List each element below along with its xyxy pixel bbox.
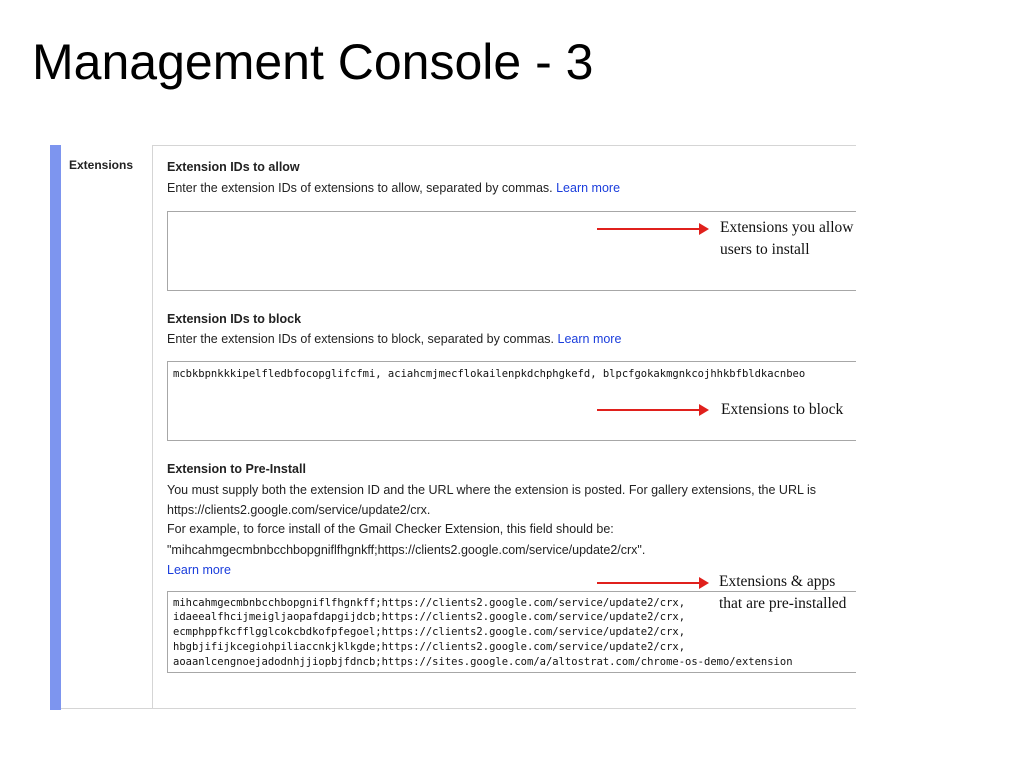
section-label: Extensions [69, 158, 134, 172]
preinstall-desc-line-2: https://clients2.google.com/service/update2/crx. [167, 503, 431, 517]
preinstall-line-1: mihcahmgecmbnbcchbopgniflfhgnkff;https://clients2.google.com/service/update2/crx, [173, 597, 686, 609]
allow-description-text: Enter the extension IDs of extensions to allow, separated by commas. [167, 181, 553, 195]
allow-callout-line-1: Extensions you allow [720, 219, 854, 236]
block-description-text: Enter the extension IDs of extensions to block, separated by commas. [167, 332, 555, 346]
block-description [167, 331, 621, 347]
preinstall-arrow-icon [597, 582, 707, 584]
block-ids-value: mcbkbpnkkkipelfledbfocopglifcfmi, aciahcmjmecflokailenpkdchphgkefd, blpcfgokakmgnkcojhhkbfbldkacnbeo [173, 368, 806, 380]
preinstall-desc-line-3: For example, to force install of the Gmail Checker Extension, this field should be: [167, 522, 614, 536]
bottom-divider [152, 708, 856, 709]
preinstall-line-3: ecmphppfkcfflgglcokcbdkofpfegoel;https://clients2.google.com/service/update2/crx, [173, 626, 686, 638]
preinstall-desc-line-1: You must supply both the extension ID and the URL where the extension is posted. For gallery extensions, the URL is [167, 483, 816, 497]
preinstall-desc-line-4: "mihcahmgecmbnbcchbopgniflfhgnkff;https://clients2.google.com/service/update2/crx". [167, 543, 646, 557]
allow-callout-line-2: users to install [720, 241, 810, 258]
allow-arrow-icon [597, 228, 707, 230]
preinstall-callout-line-1: Extensions & apps [719, 573, 836, 590]
allow-learn-more-link[interactable]: Learn more [556, 181, 621, 195]
allow-callout [720, 217, 853, 261]
block-learn-more-link[interactable]: Learn more [557, 332, 622, 346]
preinstall-line-4: hbgbjifijkcegiohpiliaccnkjklkgde;https://clients2.google.com/service/update2/crx, [173, 641, 686, 653]
section-label-column [61, 145, 153, 709]
block-callout: Extensions to block [721, 401, 844, 418]
preinstall-learn-more-link[interactable]: Learn more [167, 563, 231, 577]
allow-description [167, 180, 620, 196]
top-divider [152, 145, 856, 146]
block-arrow-icon [597, 409, 707, 411]
preinstall-line-5: aoaanlcengnoejadodnhjjiopbjfdncb;https://sites.google.com/a/altostrat.com/chrome-os-demo/extension [173, 656, 793, 668]
allow-section-title: Extension IDs to allow [167, 160, 300, 174]
preinstall-section-title: Extension to Pre-Install [167, 462, 306, 476]
preinstall-line-2: idaeealfhcijmeigljaopafdapgijdcb;https://clients2.google.com/service/update2/crx, [173, 611, 686, 623]
slide-title: Management Console - 3 [32, 34, 594, 90]
preinstall-callout-line-2: that are pre-installed [719, 595, 847, 612]
accent-bar [50, 145, 61, 710]
preinstall-callout [719, 571, 846, 615]
block-section-title: Extension IDs to block [167, 312, 302, 326]
